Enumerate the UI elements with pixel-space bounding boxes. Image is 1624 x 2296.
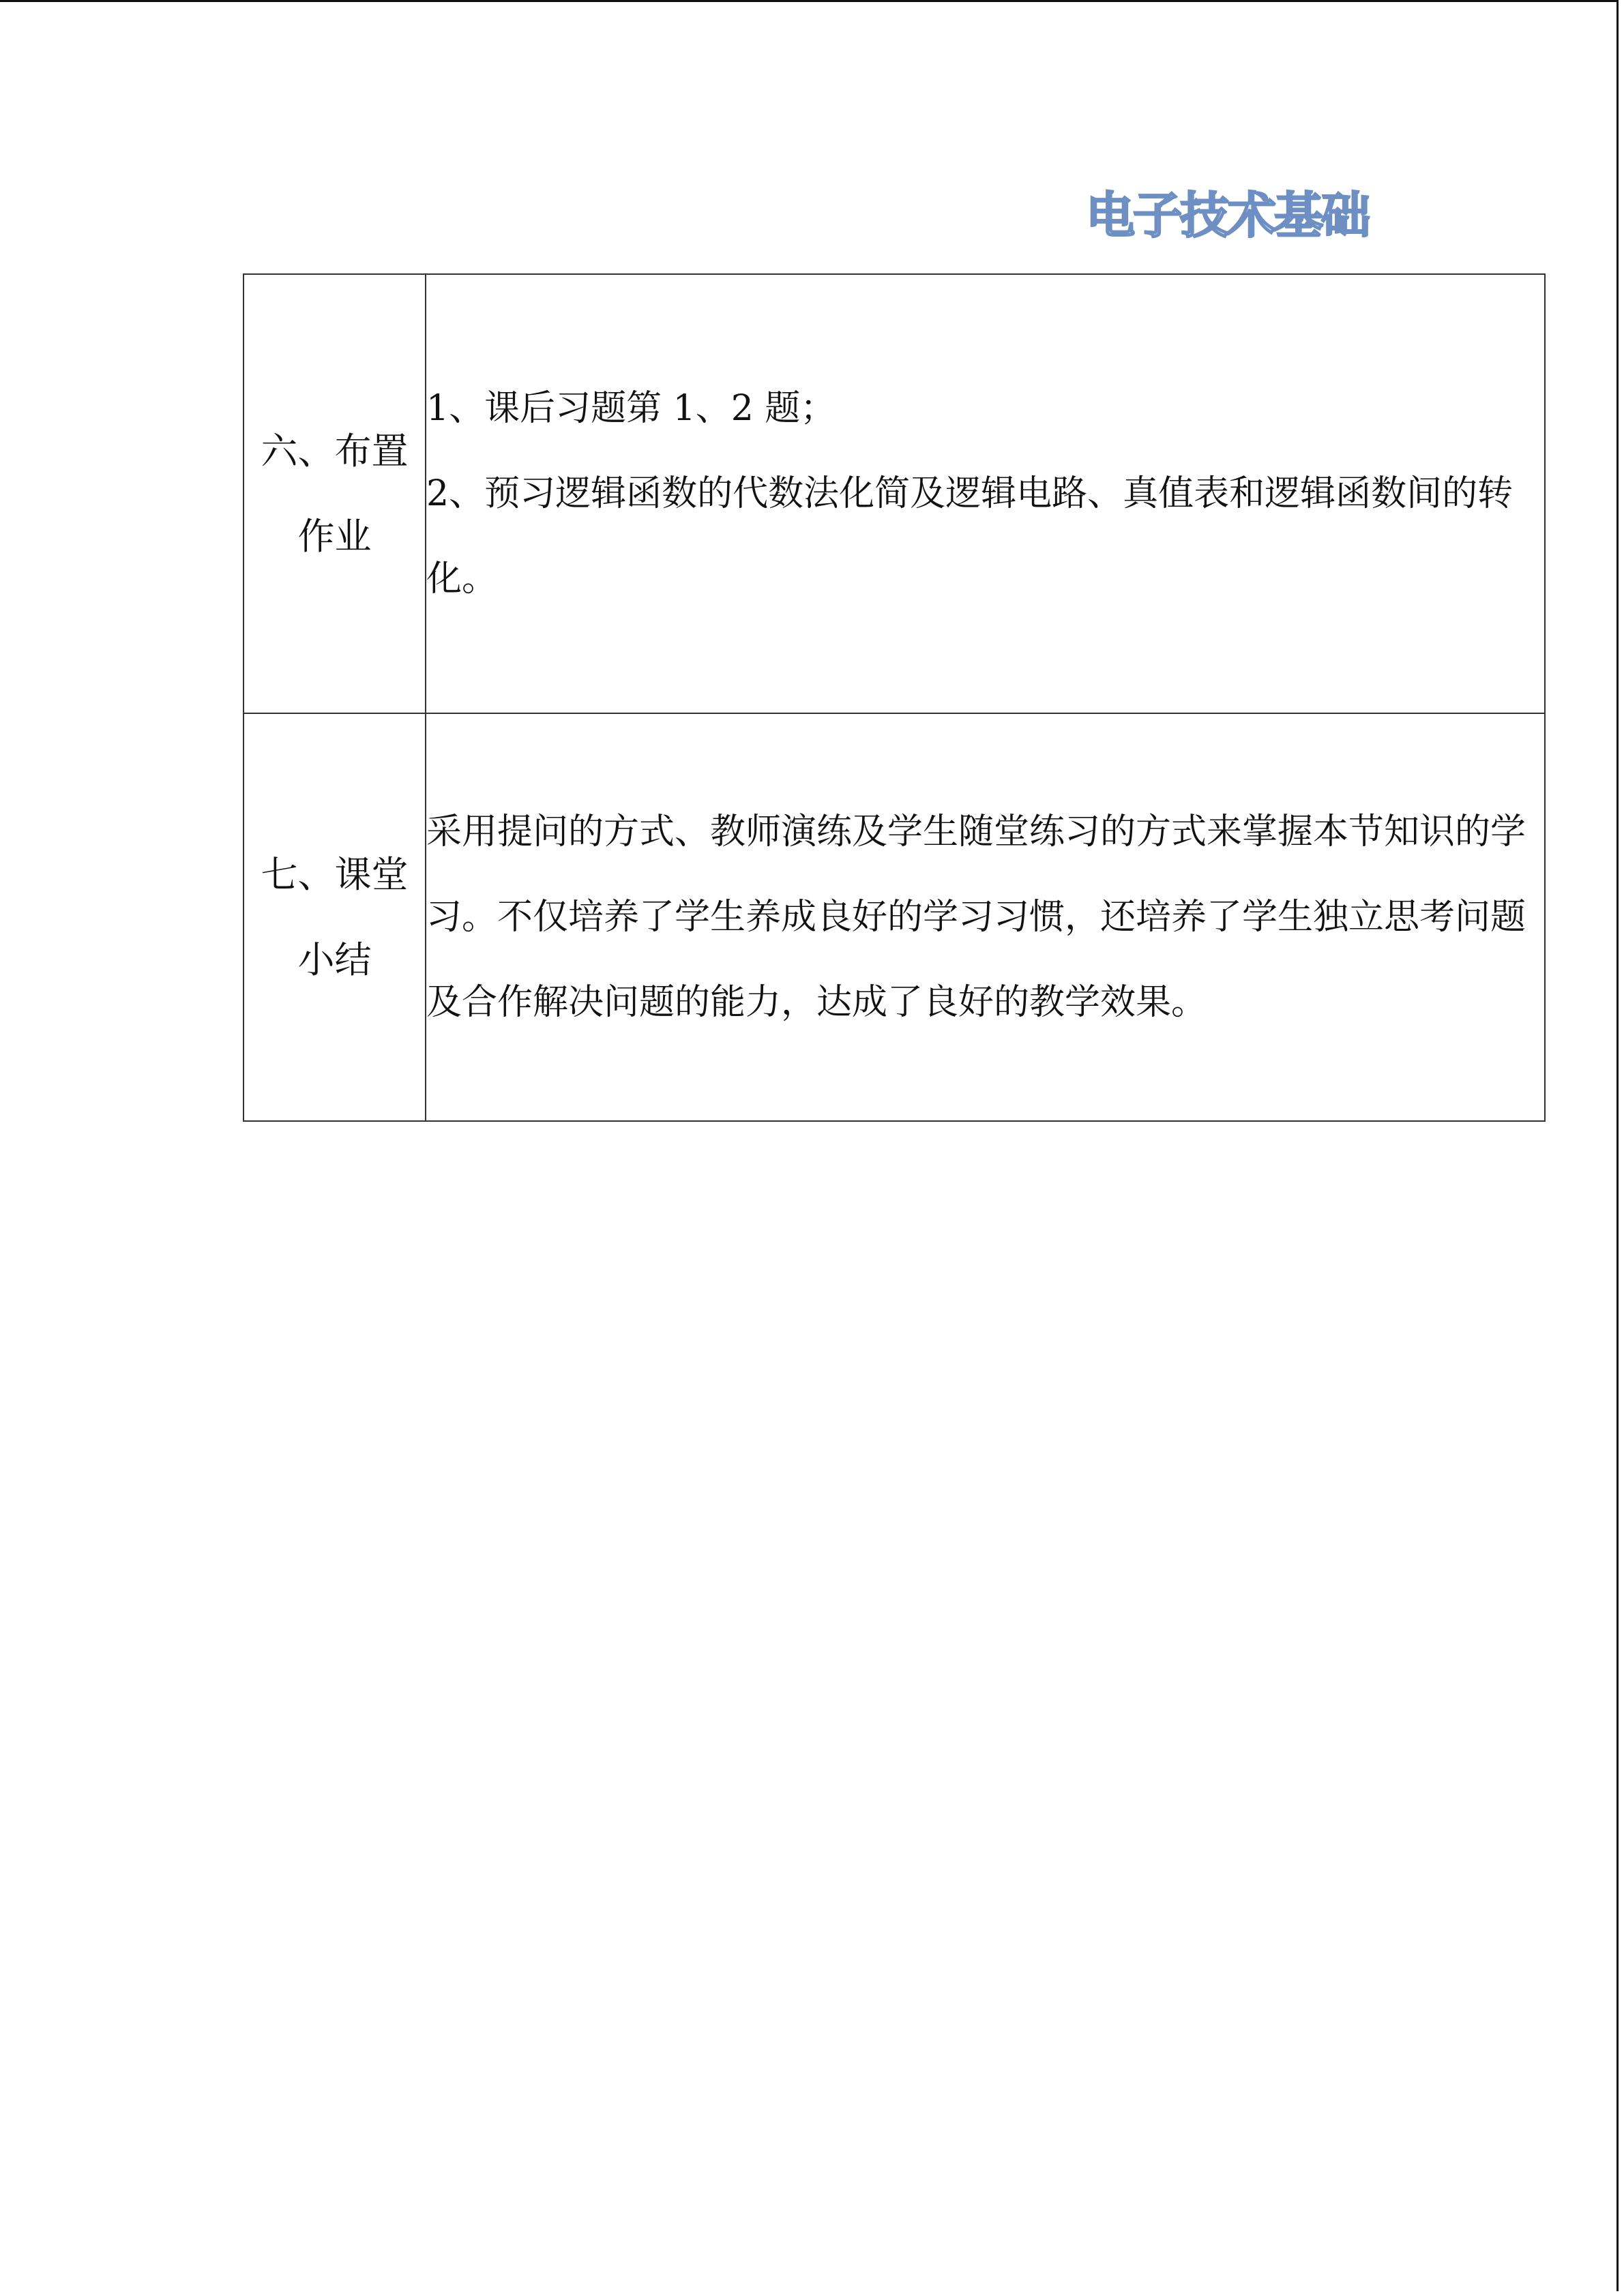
- header-title: 电子技术基础: [1086, 187, 1369, 244]
- row-label: 七、课堂小结: [261, 853, 409, 981]
- content-cell-summary: [426, 713, 1545, 1121]
- table-row-homework: [243, 274, 1545, 713]
- homework-item-2: 2、预习逻辑函数的代数法化简及逻辑电路、真值表和逻辑函数间的转化。: [426, 473, 1514, 599]
- content-cell-homework: [426, 274, 1545, 713]
- label-cell-summary: [243, 713, 426, 1121]
- label-cell-homework: [243, 274, 426, 713]
- lesson-table: [243, 273, 1546, 1122]
- row-label: 六、布置作业: [261, 430, 409, 558]
- table-row-summary: [243, 713, 1545, 1121]
- homework-item-1: 1、课后习题第 1、2 题；: [426, 387, 836, 429]
- summary-text: 采用提问的方式、教师演练及学生随堂练习的方式来掌握本节知识的学习。不仅培养了学生养成良好的学习习惯，还培养了学生独立思考问题及合作解决问题的能力，达成了良好的教学效果。: [426, 811, 1526, 1023]
